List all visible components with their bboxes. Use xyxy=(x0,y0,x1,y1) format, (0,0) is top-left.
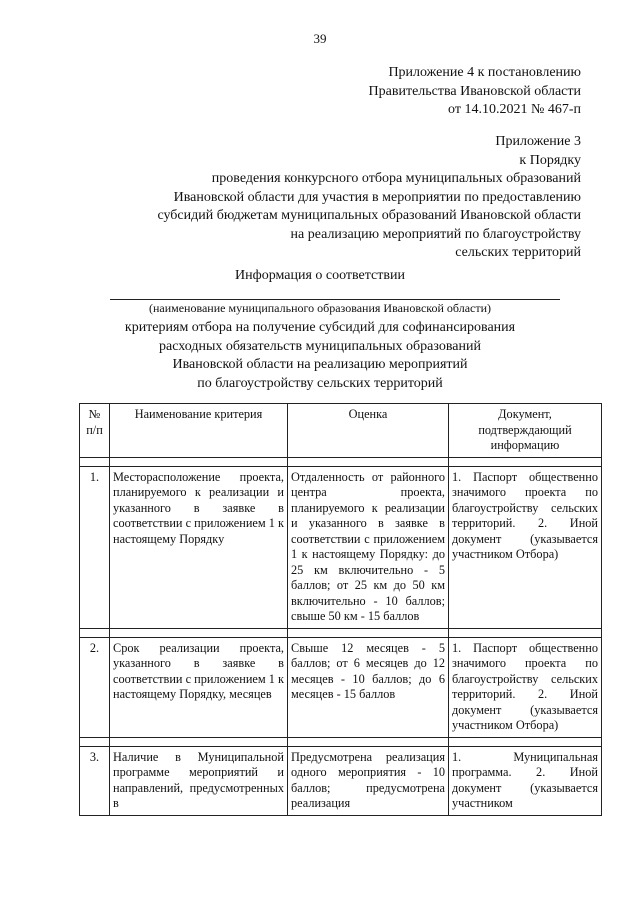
cell-num: 3. xyxy=(80,746,110,815)
header-document: Документ, подтверждающий информацию xyxy=(449,404,602,458)
subject-line: Ивановской области на реализацию мероприятий xyxy=(172,357,468,372)
cell-document: 1. Паспорт общественно значимого проекта по благоустройству сельских территорий. 2. Иной документ (указывается участником Отбора) xyxy=(449,637,602,737)
appendix-3-line: Ивановской области для участия в мероприятии по предоставлению xyxy=(173,189,581,205)
row-spacer xyxy=(80,457,602,466)
cell-score: Свыше 12 месяцев - 5 баллов; от 6 месяцев до 12 месяцев - 10 баллов; до 6 месяцев - 15 баллов xyxy=(288,637,449,737)
appendix-4-heading xyxy=(369,64,581,120)
appendix-4-line: от 14.10.2021 № 467-п xyxy=(448,102,581,117)
appendix-3-line: проведения конкурсного отбора муниципальных образований xyxy=(211,171,581,186)
cell-num: 1. xyxy=(80,466,110,628)
page-number: 39 xyxy=(313,31,327,46)
row-spacer xyxy=(80,628,602,637)
row-spacer xyxy=(80,737,602,746)
table-header-row xyxy=(80,404,602,458)
cell-criterion: Срок реализации проекта, указанного в заявке в соответствии с приложением 1 к настоящему Порядку, месяцев xyxy=(110,637,288,737)
subject-line: по благоустройству сельских территорий xyxy=(197,375,443,391)
municipality-hint: (наименование муниципального образования Ивановской области) xyxy=(148,301,492,315)
cell-criterion: Месторасположение проекта, планируемого к реализации и указанного в заявке в соответствии с приложением 1 к настоящему Порядку xyxy=(110,466,288,628)
table-row xyxy=(80,746,602,815)
document-subject xyxy=(0,319,640,393)
cell-score: Отдаленность от районного центра проекта, планируемого к реализации и указанного в заявке в соответствии с приложением 1 к настоящему Порядку: до 25 км включительно - 5 баллов; от 25 км до 50 км включительно - 10 баллов; свыше 50 км - 15 баллов xyxy=(288,466,449,628)
header-criterion: Наименование критерия xyxy=(110,404,288,458)
appendix-3-line: субсидий бюджетам муниципальных образований Ивановской области xyxy=(157,208,581,223)
subject-line: расходных обязательств муниципальных образований xyxy=(159,338,481,354)
appendix-4-line: Приложение 4 к постановлению xyxy=(388,65,581,80)
cell-document: 1. Муниципальная программа. 2. Иной документ (указывается участником xyxy=(449,746,602,815)
appendix-3-heading xyxy=(157,133,581,263)
cell-criterion: Наличие в Муниципальной программе мероприятий и направлений, предусмотренных в xyxy=(110,746,288,815)
criteria-table xyxy=(79,403,602,816)
appendix-3-line: к Порядку xyxy=(519,152,581,168)
header-num: № п/п xyxy=(80,404,110,458)
table-row xyxy=(80,637,602,737)
header-score: Оценка xyxy=(288,404,449,458)
appendix-3-line: Приложение 3 xyxy=(495,134,581,149)
subject-line: критериям отбора на получение субсидий для софинансирования xyxy=(124,320,516,335)
cell-num: 2. xyxy=(80,637,110,737)
cell-document: 1. Паспорт общественно значимого проекта по благоустройству сельских территорий. 2. Иной документ (указывается участником Отбора) xyxy=(449,466,602,628)
appendix-3-line: на реализацию мероприятий по благоустройству xyxy=(290,226,581,242)
appendix-4-line: Правительства Ивановской области xyxy=(368,83,581,99)
document-title: Информация о соответствии xyxy=(235,268,405,283)
appendix-3-line: сельских территорий xyxy=(455,245,581,260)
municipality-blank-line xyxy=(110,299,560,300)
table-row xyxy=(80,466,602,628)
cell-score: Предусмотрена реализация одного мероприятия - 10 баллов; предусмотрена реализация xyxy=(288,746,449,815)
